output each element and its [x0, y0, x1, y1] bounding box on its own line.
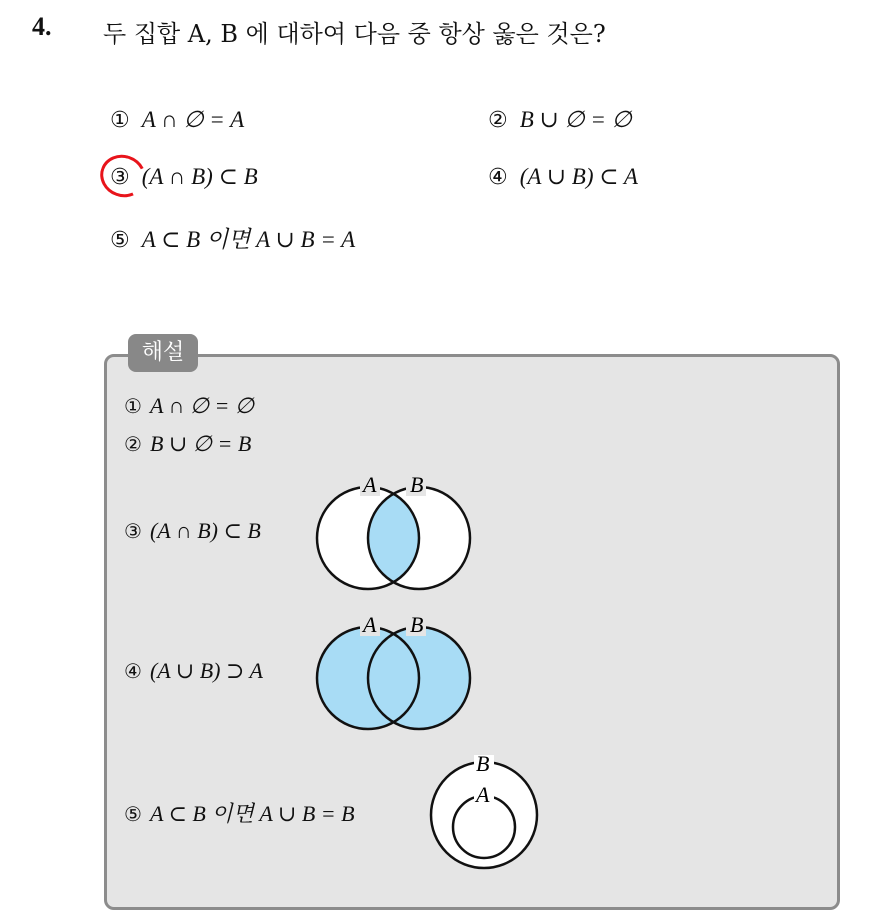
choice-number: ③: [110, 165, 130, 190]
solution-item-3: [124, 518, 261, 544]
choice-expression: (A ∩ B) ⊂ B: [141, 164, 258, 189]
question-text: 두 집합 A, B 에 대하여 다음 중 항상 옳은 것은?: [103, 20, 606, 48]
solution-expression: A ⊂ B 이면 A ∪ B = B: [149, 801, 355, 826]
set-a-label: A: [363, 612, 377, 637]
solution-number: ②: [124, 432, 142, 456]
choice-2[interactable]: [488, 107, 632, 133]
solution-expression: A ∩ ∅ = ∅: [149, 393, 255, 418]
question-number: 4.: [32, 12, 52, 41]
set-b-label: B: [410, 612, 424, 637]
choice-1[interactable]: [110, 107, 244, 133]
choice-number: ②: [488, 108, 508, 133]
solution-tag: 해설: [128, 334, 198, 372]
solution-item-5: [124, 797, 355, 828]
choice-number: ⑤: [110, 228, 130, 253]
solution-number: ①: [124, 394, 142, 418]
choice-expression: (A ∪ B) ⊂ A: [519, 164, 638, 189]
solution-item-1: [124, 393, 254, 419]
solution-expression: (A ∪ B) ⊃ A: [149, 658, 263, 683]
set-a-label: A: [476, 782, 490, 807]
venn-subset-diagram: [424, 751, 544, 875]
set-b-label: B: [476, 751, 490, 776]
choice-4[interactable]: [488, 164, 638, 190]
solution-number: ③: [124, 519, 142, 543]
set-a-label: A: [363, 472, 377, 497]
venn-union-diagram: [310, 610, 480, 740]
set-b-label: B: [410, 472, 424, 497]
solution-expression: (A ∩ B) ⊂ B: [149, 518, 261, 543]
choice-5[interactable]: [110, 221, 355, 254]
selected-answer-circle: [94, 148, 152, 203]
solution-item-2: [124, 431, 251, 457]
choice-expression: A ⊂ B 이면 A ∪ B = A: [141, 227, 356, 252]
solution-item-4: [124, 658, 263, 684]
solution-expression: B ∪ ∅ = B: [149, 431, 252, 456]
solution-number: ⑤: [124, 802, 142, 826]
solution-number: ④: [124, 659, 142, 683]
venn-intersection-diagram: [310, 470, 480, 600]
choice-number: ①: [110, 108, 130, 133]
choice-expression: B ∪ ∅ = ∅: [519, 107, 632, 132]
choice-number: ④: [488, 165, 508, 190]
choice-expression: A ∩ ∅ = A: [141, 107, 245, 132]
